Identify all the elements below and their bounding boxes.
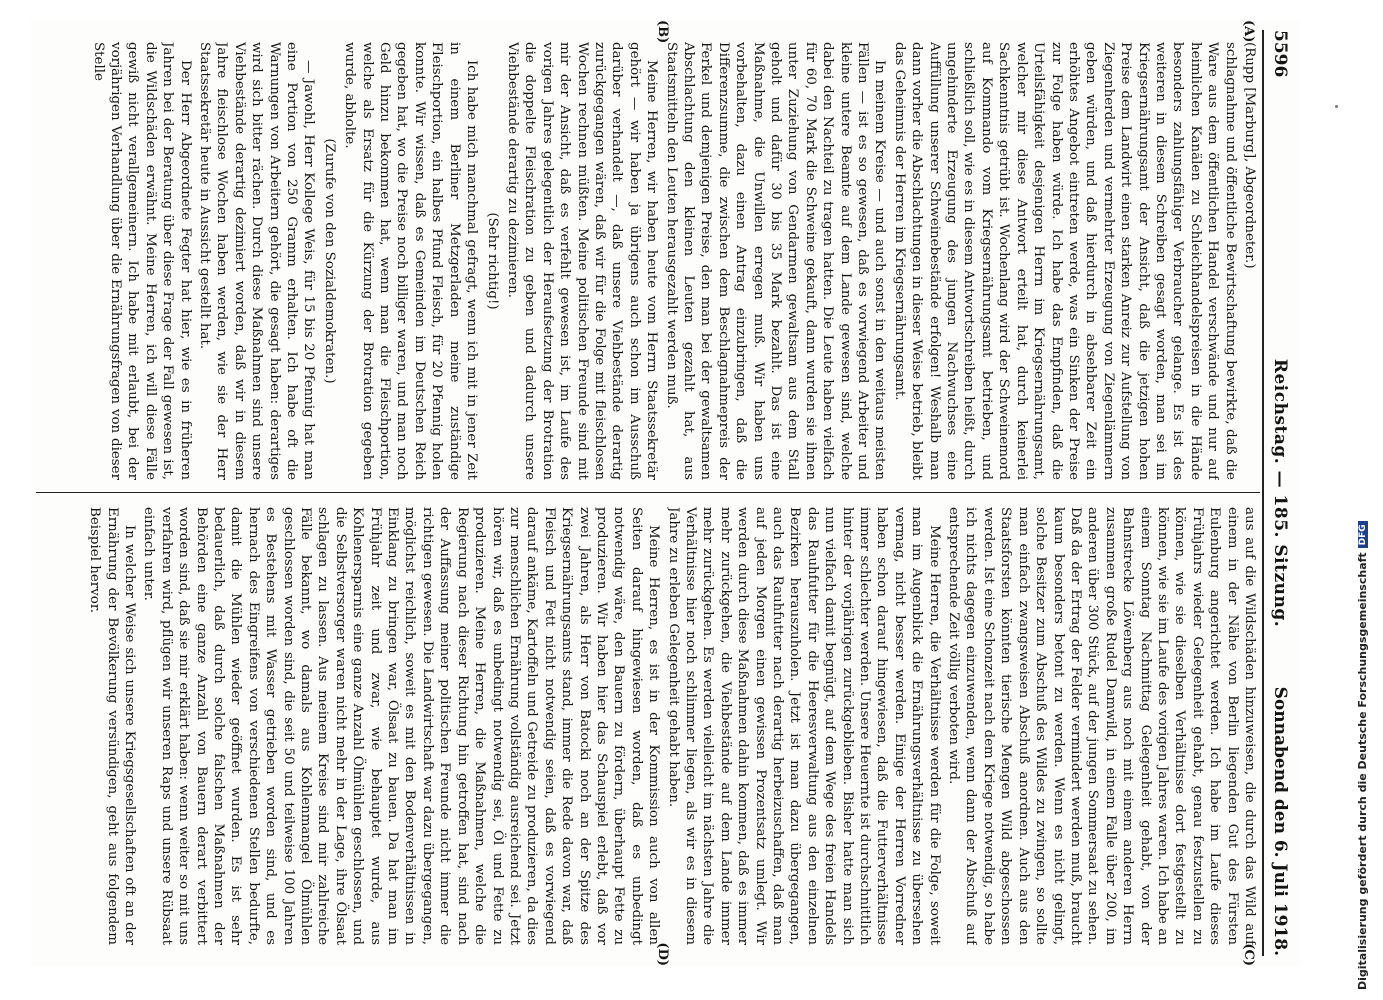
interjection: (Sehr richtig!): [484, 212, 500, 310]
column-divider: [36, 492, 1260, 493]
interjection: (Zurufe von den Sozialdemokraten.): [321, 138, 337, 384]
speaker-line: (Rupp [Marburg], Abgeordneter.): [1242, 42, 1257, 269]
margin-marker-a: (A): [1241, 20, 1256, 43]
scanned-page: [30, 20, 1300, 966]
paragraph: Der Herr Abgeordnete Fegter hat hier, wie es in früheren Jahren bei der Beratung über diese Frage der Fall gewesen ist, die Wildschäden erwähnt. Meine Herren, ich will diese Fälle gewiß nicht verallgemeinern. Ich habe mit erlaubt, bei der vorjährigen Verhandlung über die Ernährungsfragen von dieser Stelle: [90, 42, 193, 480]
paragraph: In welcher Weise sich unsere Kriegsgesellschaften oft an der Ernährung der Bevölkerung versündigen, geht aus folgendem Beispiel hervor.: [87, 507, 137, 945]
margin-marker-d: (D): [655, 942, 670, 966]
digitization-credit: [1356, 521, 1369, 990]
margin-marker-c: (C): [1241, 943, 1256, 966]
paragraph: Meine Herren, es ist in der Kommission auch von allen Seiten darauf hingewiesen worden, daß es unbedingt notwendig wäre, den Bauern zu fördern, überhaupt Fette zu produzieren. Wir haben hier das Schauspiel erlebt, daß vor zwei Jahren, als Herr von Batocki noch an der Spitze des Kriegsernährungsamts stand, immer die Rede davon war, daß Fleisch und Fett nicht notwendig seien, daß es vorwiegend darauf ankäme, Kartoffeln und Getreide zu produzieren, da dies zur menschlichen Ernährung vollständig ausreichend sei. Jetzt hören wir, daß es unbedingt notwendig sei, Öl und Fette zu produzieren. Meine Herren, die Maßnahmen, welche die Regierung nach dieser Richtung hin getroffen hat, sind nach der Auffassung meiner politischen Freunde nicht immer die richtigen gewesen. Die Landwirtschaft war dazu übergegangen, möglichst reichlich, soweit es mit den Bodenverhältnissen in Einklang zu bringen war, Ölsaat zu bauen. Da hat man im Frühjahr zeit und zwar, wie behauptet wurde, aus Kohlenersparnis eine ganze Anzahl Ölmühlen geschlossen, und die Selbstversorger waren nicht mehr in der Lage, ihre Ölsaat schlagen zu lassen. Aus meinem Kreise sind mir zahlreiche Fälle bekannt, wo damals aus Kohlenmangel Ölmühlen geschlossen worden sind, die seit 50 und teilweise 100 Jahren es Bestehens mit Wasser getrieben worden sind, und es hernach des Eingreifens von verschiedenen Stellen bedurfte, damit die Mühlen wieder geöffnet wurden. Es ist sehr bedauerlich, daß durch solche falschen Maßnahmen der Behörden eine ganze Anzahl von Bauern derart verbittert worden sind, daß sie mir erklärt haben: wenn weiter so mit uns verfahren wird, pflügen wir unseren Raps und unsere Rübsaat einfach unter.: [141, 507, 662, 945]
page-content: [30, 20, 1300, 966]
right-column: [40, 507, 1258, 945]
paragraph: aus auf die Wildschäden hinzuweisen, die durch das Wild auf einem in der Nähe von Berlin liegenden Gut des Fürsten Eulenburg angerichtet werden. Ich habe im Laufe dieses Frühjahrs wieder Gelegenheit gehabt, genau festzustellen zu können, wie sie dieselben Verhältnisse dort festgestellt zu können, wie sie im Laufe des vorigen Jahres waren. Ich habe an einem Sonntag Nachmittag Gelegenheit gehabt, von der Bahnstrecke Löwenberg aus noch mit einem anderen Herrn zusammen große Rudel Damwild, in einem Falle über 200, im anderen über 300 Stück, auf der jungen Sommersaat zu sehen. Daß da der Ertrag der Felder vermindert werden muß, braucht kaum besonders betont zu werden. Wenn es nicht gelingt, solche Besitzer zum Abschuß des Wildes zu zwingen, so sollte man einfach zwangsweisen Abschuß anordnen. Auch aus den Staatsforsten könnten tierische Mengen Wild abgeschossen werden. Ist eine Schonzeit nach dem Kriege notwendig, so habe ich nichts dagegen einzuwenden, wenn dann der Abschuß auf entsprechende Zeit völlig verboten wird.: [946, 507, 1257, 945]
paragraph: — Jawohl, Herr Kollege Weis, für 15 bis 20 Pfennig hat man eine Portion von 250 Gramm erhalten. Ich habe oft die Warnungen von Arbeitern gehört, die gesagt haben: derartiges wird sich bitter rächen. Durch diese Maßnahmen sind unsere Viehbestände derartig dezimiert worden, daß wir in diesem Jahre fleischlose Wochen haben werden, wie sie der Herr Staatssekretär heute in Aussicht gestellt hat.: [197, 42, 317, 480]
dfg-logo: DFG: [1358, 521, 1368, 548]
paragraph: Meine Herren, wir haben heute vom Herrn Staatssekretär gehört — wir haben ja übrigens auch schon im Ausschuß darüber verhandelt —, daß unsere Viehbestände derartig zurückgegangen wären, daß wir für die Folge mit fleischlosen Wochen rechnen müßten. Meine politischen Freunde sind mit mir der Ansicht, daß es verfehlt gewesen ist, im Laufe des vorigen Jahres gelegentlich der Heraufsetzung der Brotration die doppelte Fleischration zu geben und dadurch unsere Viehbestände derartig zu dezimieren.: [504, 42, 660, 480]
margin-marker-b: (B): [655, 20, 670, 44]
paragraph: In meinem Kreise — und auch sonst in den weitaus meisten Fällen — ist es so gewesen, daß es vorwiegend Arbeiter und kleine untere Beamte auf dem Lande gewesen sind, welche dabei den Nachteil zu tragen hatten. Die Leute haben vielfach für 60, 70 Mark die Schweine gekauft, dann wurden sie ihnen unter Zuziehung von Gendarmen gewaltsam aus dem Stall geholt und dafür 30 bis 35 Mark bezahlt. Das ist eine Maßnahme, die Unwillen erregen muß. Wir haben uns vorbehalten, dazu einen Antrag einzubringen, daß die Differenzsumme, die zwischen dem Beschlagnahmepreis der Ferkel und demjenigen Preise, den man bei der gewaltsamen Abschlachtung den kleinen Leuten gezahlt hat, aus Staatsmitteln den Leuten herausgezahlt werden muß.: [663, 42, 888, 480]
scan-speck: [1335, 105, 1338, 108]
paragraph: Ich habe mich manchmal gefragt, wenn ich mit in jener Zeit in einem Berliner Metzgerladen meine zuständige Fleischportion, ein halbes Pfund Fleisch, für 20 Pfennig holen konnte. Wir wissen, daß es Gemeinden im Deutschen Reich gegeben hat, wo die Preise noch billiger waren, und man noch Geld hinzu bekommen hat, wenn man die Fleischportion, welche als Ersatz für die Kürzung der Brotration gegeben wurde, abholte.: [342, 42, 480, 480]
page-number: 5596: [1270, 30, 1290, 78]
left-column: [40, 42, 1258, 480]
paragraph: Meine Herren, die Verhältnisse werden für die Folge, soweit man im Augenblick die Ernährungsverhältnisse zu übersehen vermag, nicht besser werden. Einige der Herren Vorredner haben schon darauf hingewiesen, daß die Futterverhältnisse immer schlechter werden. Unsere Heuernte ist durchschnittlich hinter der vorjährigen zurückgeblieben. Bisher hatte man sich nun vielfach damit begnügt, auf dem Wege des freien Handels das Rauhfutter für die Heeresverwaltung aus den einzelnen Bezirken herauszuholen. Jetzt ist man dazu übergegangen, auch das Rauhfutter nach derartig herbeizuschaffen, daß man auf jeden Morgen einen gewissen Prozentsatz umlegt. Wir werden durch diese Maßnahmen dahin kommen, daß es immer mehr zurückgehen, die Viehbestände auf dem Lande immer mehr zurückgehen. Es werden vielleicht im nächsten Jahre die Verhältnisse hier noch schlimmer liegen, als wir es in diesem Jahre zu erleben Gelegenheit gehabt haben.: [665, 507, 942, 945]
page-date: Sonnabend den 6. Juli 1918.: [1270, 686, 1290, 956]
page-header: [1266, 30, 1292, 956]
header-rule: [1262, 30, 1264, 956]
credit-text: Digitalisierung gefördert durch die Deutsche Forschungsgemeinschaft: [1356, 552, 1369, 990]
paragraph: schlagnahme und öffentliche Bewirtschaftung bewirkte, daß die Ware aus dem öffentlichen Handel verschwände und nur auf heimlichen Kanälen zu Schleichhandelspreisen in die Hände besonders zahlungsfähiger Verbraucher gelange. Es ist des weiteren in diesem Schreiben gesagt worden, man sei im Kriegsernährungsamt der Ansicht, daß die jetzigen hohen Preise dem Landwirt einen starken Anreiz zur Aufstellung von Ziegenherden und vermehrter Erzeugung von Ziegenlämmern geben würden, und daß hierdurch in absehbarer Zeit ein erhöhtes Angebot eintreten werde, was ein Sinken der Preise zur Folge haben würde. Ich habe das Empfinden, daß die Urteilsfähigkeit desjenigen Herrn im Kriegsernährungsamt, welcher mir diese Antwort erteilt hat, durch keinerlei Sachkenntnis getrübt ist. Wochenlang wird der Schweinemord auf Kommando vom Kriegsernährungsamt betrieben, und schließlich soll, wie es in diesem Antwortschreiben heißt, durch ungehinderte Erzeugung des jungen Nachwuchses eine Auffüllung unserer Schweinebestände erfolgen! Weshalb man dann vorher die Abschlachtungen in dieser Weise betrieb, bleibt das Geheimnis der Herren im Kriegsernährungsamt.: [891, 42, 1238, 480]
page-title: Reichstag. — 185. Sitzung.: [1270, 358, 1290, 628]
